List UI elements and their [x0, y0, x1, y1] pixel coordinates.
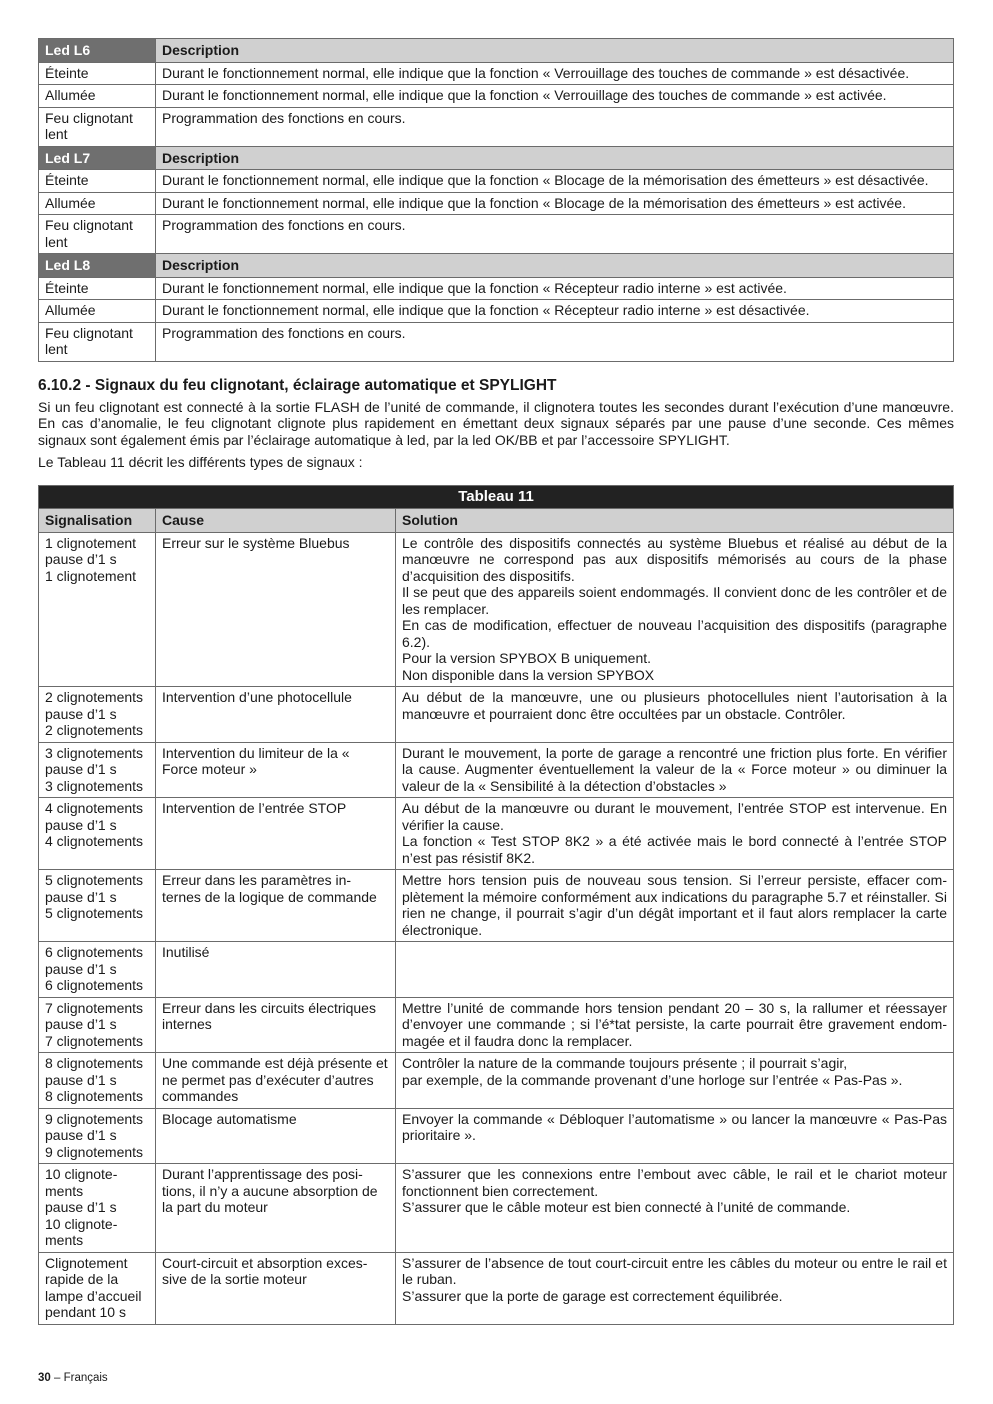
led-state: Éteinte [39, 62, 156, 85]
signal-line: pause d’1 s [45, 888, 117, 905]
signal-line: pause d’1 s [45, 1071, 117, 1088]
led-state-description: Programmation des fonctions en cours. [156, 215, 954, 254]
signal-line: 7 clignotements [45, 999, 144, 1016]
led-state-row [39, 322, 954, 361]
signal-line: 10 clignote-ments [45, 1215, 118, 1248]
led-state: Éteinte [39, 170, 156, 193]
signal-line: 4 clignotements [45, 833, 144, 849]
signal-line: 8 clignotements [45, 1055, 144, 1071]
signal-line: pause d’1 s [45, 960, 117, 977]
led-table-header-row [39, 146, 954, 170]
solution-line: S’assurer que les connexions entre l’embout avec câble, le rail et le chariot moteur fonctionnent bien correctement. [402, 1166, 947, 1199]
led-state: Allumée [39, 85, 156, 108]
signalisation-cell [39, 870, 156, 942]
signal-line: pause d’1 s [45, 551, 117, 567]
cause-cell: Blocage automatisme [156, 1108, 396, 1164]
signalisation-cell [39, 742, 156, 798]
solution-cell [396, 742, 954, 798]
table-11 [38, 485, 954, 1325]
solution-cell [396, 942, 954, 998]
led-state: Allumée [39, 192, 156, 215]
solution-line: S’assurer que la porte de garage est correctement équilibrée. [402, 1287, 783, 1304]
signal-line: pause d’1 s [45, 1016, 117, 1032]
signalisation-cell [39, 942, 156, 998]
solution-line: Au début de la manœuvre, une ou plusieurs photocellules nient l’autorisation à la manœuvre et pourraient donc être occultées par un obstacle. Contrôler. [402, 689, 947, 722]
led-state-description: Durant le fonctionnement normal, elle indique que la fonction « Récepteur radio interne » est désactivée. [156, 300, 954, 323]
solution-line: Envoyer la commande « Débloquer l’automatisme » ou lancer la manœuvre « Pas-Pas prioritaire ». [402, 1110, 947, 1143]
led-state-row [39, 192, 954, 215]
solution-line: Au début de la manœuvre ou durant le mouvement, l’entrée STOP est intervenue. En vérifier la cause. [402, 800, 947, 833]
led-name: Led L6 [39, 39, 156, 63]
led-table-header-row [39, 254, 954, 278]
led-state-description: Durant le fonctionnement normal, elle indique que la fonction « Verrouillage des touches de commande » est désactivée. [156, 62, 954, 85]
signal-line: 3 clignotements [45, 777, 144, 794]
signal-line: 7 clignotements [45, 1032, 144, 1049]
solution-cell [396, 870, 954, 942]
signal-line: 2 clignotements [45, 689, 144, 705]
led-table [38, 38, 954, 362]
signal-line: 6 clignotements [45, 977, 144, 993]
signal-line: pause d’1 s [45, 816, 117, 833]
solution-line: S’assurer que le câble moteur est bien connecté à l’unité de commande. [402, 1199, 851, 1215]
solution-cell [396, 997, 954, 1053]
signal-row [39, 997, 954, 1053]
signal-line: 2 clignotements [45, 722, 144, 738]
led-state-description: Durant le fonctionnement normal, elle indique que la fonction « Verrouillage des touches de commande » est activée. [156, 85, 954, 108]
signalisation-cell [39, 687, 156, 743]
cause-cell: Erreur dans les circuits électriques internes [156, 997, 396, 1053]
signal-line: 10 clignote-ments [45, 1166, 118, 1199]
cause-cell: Durant l’apprentissage des posi-tions, il n’y a aucune absorption de la part du moteur [156, 1164, 396, 1253]
table-11-title: Tableau 11 [39, 485, 954, 509]
led-state-description: Programmation des fonctions en cours. [156, 107, 954, 146]
solution-line: Le contrôle des dispositifs connectés au système Bluebus et réalisé au début de la manœuvre ne correspond pas aux dispositifs mémorisés au cours de la phase d’acquisition des dispositifs. [402, 534, 947, 584]
solution-line: Il se peut que des appareils soient endommagés. Il convient donc de les contrôler et de les remplacer. [402, 584, 947, 617]
solution-line: La fonction « Test STOP 8K2 » a été activée mais le bord connecté à l’entrée STOP n’est pas résistif 8K2. [402, 833, 947, 866]
solution-line: Pour la version SPYBOX B uniquement. [402, 650, 652, 666]
solution-line: En cas de modification, effectuer de nouveau l’acquisition des dispositifs (paragraphe 6.2). [402, 617, 947, 650]
header-solution: Solution [396, 509, 954, 533]
signal-row [39, 1252, 954, 1324]
signal-row [39, 687, 954, 743]
page [38, 38, 954, 1325]
signal-line: Clignotement rapide de la lampe d’accueil pendant 10 s [45, 1254, 142, 1320]
led-state-row [39, 277, 954, 300]
solution-line: Mettre l’unité de commande hors tension pendant 20 – 30 s, la rallumer et réessayer d’envoyer une commande ; si l’é*tat persiste, la carte pourrait être gravement endom-magée et il faudra donc la remplacer. [402, 999, 947, 1049]
solution-line: Contrôler la nature de la commande toujours présente ; il pourrait s’agir, [402, 1055, 848, 1071]
led-state-row [39, 62, 954, 85]
signal-row [39, 870, 954, 942]
signal-line: 5 clignotements [45, 905, 144, 921]
signal-line: 1 clignotement [45, 567, 137, 584]
led-state-description: Programmation des fonctions en cours. [156, 322, 954, 361]
led-state: Feu clignotant lent [39, 322, 156, 361]
led-table-header-row [39, 39, 954, 63]
header-cause: Cause [156, 509, 396, 533]
solution-line: Mettre hors tension puis de nouveau sous tension. Si l’erreur persiste, effacer com-plètement la mémoire conformément aux indications du paragraphe 5.7 et réinstaller. Si rien ne change, il pourrait s’agir d’un dégât important et il faut alors remplacer la carte électronique. [402, 872, 947, 938]
solution-cell [396, 798, 954, 870]
led-state: Feu clignotant lent [39, 107, 156, 146]
signal-line: 8 clignotements [45, 1088, 144, 1104]
section-paragraph: Si un feu clignotant est connecté à la sortie FLASH de l’unité de commande, il clignotera toutes les secondes durant l’exécution d’une manœuvre. En cas d’anomalie, le feu clignotant clignote plus rapidement en émettant deux signaux séparés par une pause d’une seconde. Ces mêmes signaux sont également émis par l’éclairage automatique à led, par la led OK/BB et par l’accessoire SPYLIGHT. [38, 398, 954, 448]
led-state: Éteinte [39, 277, 156, 300]
solution-cell [396, 1053, 954, 1109]
footer-language: – Français [54, 1372, 108, 1384]
solution-cell [396, 687, 954, 743]
led-state-row [39, 107, 954, 146]
page-footer [38, 1372, 108, 1384]
signal-line: 5 clignotements [45, 872, 144, 888]
description-header: Description [156, 39, 954, 63]
cause-cell: Une commande est déjà présente et ne permet pas d’exécuter d’autres commandes [156, 1053, 396, 1109]
cause-cell: Intervention du limiteur de la « Force moteur » [156, 742, 396, 798]
description-header: Description [156, 146, 954, 170]
signalisation-cell [39, 997, 156, 1053]
signal-row [39, 742, 954, 798]
signal-line: pause d’1 s [45, 1127, 117, 1143]
led-state-row [39, 300, 954, 323]
signalisation-cell [39, 532, 156, 687]
section-title: 6.10.2 - Signaux du feu clignotant, éclairage automatique et SPYLIGHT [38, 376, 557, 394]
solution-line: Non disponible dans la version SPYBOX [402, 666, 655, 683]
header-signalisation: Signalisation [39, 509, 156, 533]
solution-cell [396, 1164, 954, 1253]
solution-line: S’assurer de l’absence de tout court-circuit entre les câbles du moteur ou entre le rail et le ruban. [402, 1254, 947, 1287]
signal-line: 3 clignotements [45, 744, 144, 761]
signal-line: 6 clignotements [45, 944, 144, 960]
cause-cell: Intervention de l’entrée STOP [156, 798, 396, 870]
signal-row [39, 1053, 954, 1109]
led-state: Feu clignotant lent [39, 215, 156, 254]
signal-row [39, 532, 954, 687]
cause-cell: Intervention d’une photocellule [156, 687, 396, 743]
led-state: Allumée [39, 300, 156, 323]
cause-cell: Inutilisé [156, 942, 396, 998]
signal-row [39, 942, 954, 998]
cause-cell: Erreur sur le système Bluebus [156, 532, 396, 687]
led-state-row [39, 215, 954, 254]
led-state-row [39, 170, 954, 193]
signal-line: 9 clignotements [45, 1110, 144, 1127]
signal-row [39, 1164, 954, 1253]
solution-cell [396, 532, 954, 687]
led-name: Led L7 [39, 146, 156, 170]
led-state-description: Durant le fonctionnement normal, elle indique que la fonction « Blocage de la mémorisation des émetteurs » est désactivée. [156, 170, 954, 193]
signalisation-cell [39, 1252, 156, 1324]
signalisation-cell [39, 798, 156, 870]
solution-line: par exemple, de la commande provenant d’une horloge sur l’entrée « Pas-Pas ». [402, 1071, 903, 1088]
cause-cell: Erreur dans les paramètres in-ternes de la logique de commande [156, 870, 396, 942]
signalisation-cell [39, 1108, 156, 1164]
description-header: Description [156, 254, 954, 278]
solution-cell [396, 1108, 954, 1164]
signal-line: pause d’1 s [45, 705, 117, 722]
signal-line: pause d’1 s [45, 761, 117, 777]
signal-line: 1 clignotement [45, 534, 137, 551]
signal-line: 9 clignotements [45, 1143, 144, 1160]
signalisation-cell [39, 1164, 156, 1253]
led-name: Led L8 [39, 254, 156, 278]
signal-line: 4 clignotements [45, 800, 144, 816]
section-paragraph-intro: Le Tableau 11 décrit les différents types de signaux : [38, 454, 363, 470]
solution-line: Durant le mouvement, la porte de garage a rencontré une friction plus forte. En vérifier la cause. Augmenter éventuellement la valeur de la « Force moteur » ou diminuer la valeur de la « Sensibilité à la détection d’obstacles » [402, 744, 947, 794]
led-state-description: Durant le fonctionnement normal, elle indique que la fonction « Récepteur radio interne » est activée. [156, 277, 954, 300]
solution-cell [396, 1252, 954, 1324]
cause-cell: Court-circuit et absorption exces-sive de la sortie moteur [156, 1252, 396, 1324]
signal-row [39, 798, 954, 870]
signal-row [39, 1108, 954, 1164]
signalisation-cell [39, 1053, 156, 1109]
page-number: 30 [38, 1372, 51, 1384]
led-state-row [39, 85, 954, 108]
signal-line: pause d’1 s [45, 1199, 117, 1215]
led-state-description: Durant le fonctionnement normal, elle indique que la fonction « Blocage de la mémorisation des émetteurs » est activée. [156, 192, 954, 215]
